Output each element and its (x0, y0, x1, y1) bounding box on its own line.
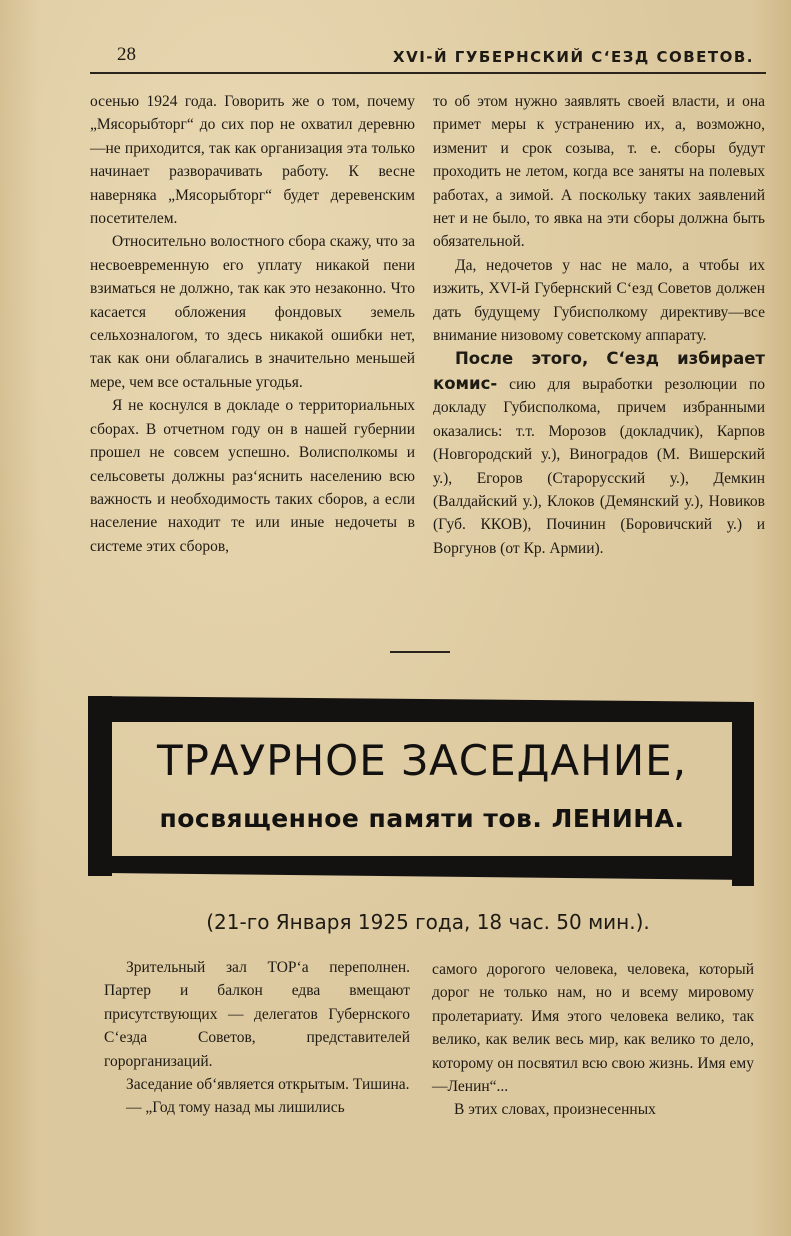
banner-frame-left (88, 696, 112, 876)
banner-title: ТРАУРНОЕ ЗАСЕДАНИЕ, (156, 736, 688, 785)
right-column-bottom (432, 958, 754, 1122)
page-header (90, 44, 766, 74)
paragraph: В этих словах, произнесенных (454, 1101, 656, 1119)
commission-text: сию для выработки резолюции по докладу Губисполкома, причем избранными оказались: т.т. Морозов (докладчик), Карпов (Новгородский у.), Виноградов (М. Вишерский у.), Егоров (Старорусский у.), Демкин (Валдайский у.), Клоков (Демянский у.), Новиков (Губ. ККОВ), Починин (Боровичский у.) и Воргунов (от Кр. Армии). (433, 375, 766, 557)
paragraph: Я не коснулся в докладе о территориальных сборах. В отчетном году он в нашей губернии прошел не совсем успешно. Волисполкомы и сельсоветы должны раз‘яснить населению всю важность и необходимость таких сборов, а если население находит те или иные недочеты в системе этих сборов, (90, 397, 415, 555)
commission-lead: После этого, С‘езд избирает комис- (433, 349, 765, 393)
banner-frame-bottom (88, 856, 754, 880)
banner-frame-top (88, 696, 754, 722)
paragraph: Заседание об‘является открытым. Тишина. (126, 1076, 410, 1094)
running-title: XVI-Й ГУБЕРНСКИЙ С‘ЕЗД СОВЕТОВ. (393, 48, 754, 66)
paragraph: Зрительный зал ТОР‘а переполнен. Партер и балкон едва вмещают присутствующих — делегатов Губернского С‘езда Советов, представителей горорганизаций. (104, 959, 410, 1070)
left-column-top (90, 90, 415, 558)
right-column-top (433, 90, 765, 560)
paragraph: — „Год тому назад мы лишились (126, 1099, 345, 1117)
page-number: 28 (117, 44, 136, 65)
section-divider (390, 651, 450, 653)
paragraph: Да, недочетов у нас не мало, а чтобы их изжить, XVI-й Губернский С‘езд Советов должен дать будущему Губисполкому директиву—все внимание низовому советскому аппарату. (433, 256, 765, 345)
left-column-bottom (104, 956, 410, 1120)
mourning-banner (88, 696, 754, 886)
paragraph: то об этом нужно заявлять своей власти, и она примет меры к устранению их, а, возможно, изменит и срок созыва, т. е. сборы будут проходить не летом, когда все заняты на полевых работах, а зимой. А поскольку таких заявлений нет и не было, то явка на эти сборы должна быть обязательной. (433, 93, 765, 251)
banner-subtitle: посвященное памяти тов. ЛЕНИНА. (159, 804, 685, 833)
paragraph: осенью 1924 года. Говорить же о том, почему „Мясорыбторг“ до сих пор не охватил деревню—не приходится, так как организация эта только начинает разворачивать работу. К весне наверняка „Мясорыбторг“ будет деревенским посетителем. (90, 93, 415, 228)
paragraph (433, 347, 765, 560)
paragraph: Относительно волостного сбора скажу, что за несвоевременную его уплату никакой пени взиматься не должно, так как это незаконно. Что касается обложения фондовых земель сельхозналогом, то здесь никакой ошибки нет, так как они облагались в значительно меньшей мере, чем все остальные угодья. (90, 233, 415, 391)
paragraph: самого дорогого человека, человека, который дорог не только нам, но и всему мировому пролетариату. Имя этого человека велико, так велико, как велик весь мир, как велико то дело, которому он посвятил всю свою жизнь. Имя ему—Ленин“... (432, 961, 754, 1096)
session-date: (21-го Января 1925 года, 18 час. 50 мин.). (206, 910, 650, 934)
